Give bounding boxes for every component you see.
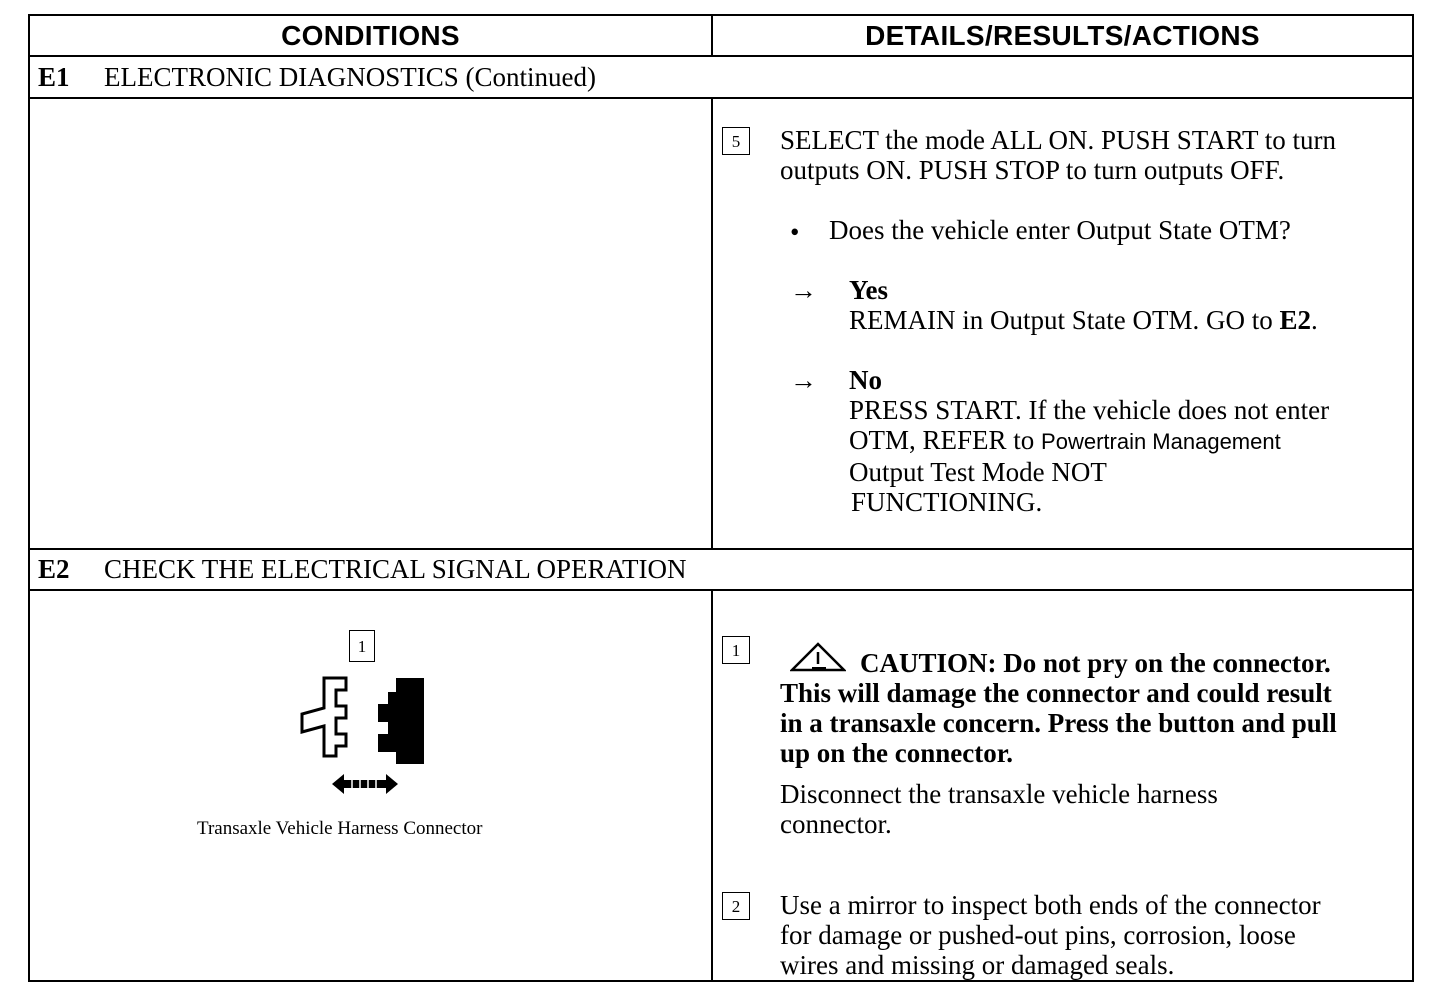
- no-line-2a: OTM, REFER to: [849, 425, 1042, 455]
- figure-step-1-box: 1: [349, 630, 375, 662]
- step-2-line-3: wires and missing or damaged seals.: [780, 950, 1175, 980]
- yes-arrow-icon: →: [790, 275, 817, 305]
- figure-caption: Transaxle Vehicle Harness Connector: [197, 818, 483, 839]
- step-5-line-1: SELECT the mode ALL ON. PUSH START to turn: [780, 125, 1336, 155]
- step-2-line-2: for damage or pushed-out pins, corrosion, loose: [780, 920, 1296, 950]
- no-label: No: [849, 365, 882, 395]
- e2-title-divider: [30, 589, 1412, 591]
- caution-line-1: CAUTION: Do not pry on the connector.: [860, 648, 1331, 678]
- yes-text: [849, 305, 1318, 335]
- yes-label: Yes: [849, 275, 888, 305]
- e2-code: E2: [38, 554, 70, 584]
- e2-top-divider: [30, 548, 1412, 550]
- e1-section-title: [38, 62, 596, 93]
- step-5-question: Does the vehicle enter Output State OTM?: [829, 215, 1291, 245]
- no-line-4: FUNCTIONING.: [851, 487, 1043, 517]
- caution-line-3: in a transaxle concern. Press the button and pull: [780, 708, 1337, 738]
- connector-half-solid: [378, 678, 424, 764]
- step-2-instructions: [780, 890, 1321, 980]
- step-5-instructions: [780, 125, 1336, 185]
- step-1-box: 1: [722, 636, 750, 664]
- yes-text-c: .: [1311, 305, 1318, 335]
- yes-block: [849, 275, 1318, 335]
- no-line-1: PRESS START. If the vehicle does not enter: [849, 395, 1330, 425]
- caution-text: [780, 648, 1337, 768]
- e2-section-title: [38, 554, 686, 585]
- diagnostic-table: [28, 14, 1414, 982]
- no-block: [849, 365, 1329, 517]
- connector-disconnect-icon: [296, 672, 436, 802]
- step-1-instructions: [780, 779, 1218, 839]
- double-arrow: [332, 774, 398, 794]
- column-divider-e1: [711, 97, 713, 550]
- step-2-box: 2: [722, 892, 750, 920]
- no-arrow-icon: →: [790, 365, 817, 395]
- caution-line-4: up on the connector.: [780, 738, 1014, 768]
- no-line-3: Output Test Mode NOT: [849, 457, 1107, 487]
- connector-half-outline: [302, 678, 346, 756]
- step-2-line-1: Use a mirror to inspect both ends of the connector: [780, 890, 1321, 920]
- e2-reference: E2: [1279, 305, 1311, 335]
- e2-title: CHECK THE ELECTRICAL SIGNAL OPERATION: [104, 554, 687, 584]
- step-5-line-2: outputs ON. PUSH STOP to turn outputs OFF.: [780, 155, 1285, 185]
- step-5-box: 5: [722, 127, 750, 155]
- conditions-header: CONDITIONS: [281, 20, 460, 51]
- e1-title: ELECTRONIC DIAGNOSTICS (Continued): [104, 62, 596, 92]
- column-divider-e2: [711, 589, 713, 980]
- details-header: DETAILS/RESULTS/ACTIONS: [865, 20, 1260, 51]
- caution-line-2: This will damage the connector and could result: [780, 678, 1332, 708]
- no-line-2: [849, 425, 1329, 457]
- step-1-line-2: connector.: [780, 809, 892, 839]
- step-1-line-1: Disconnect the transaxle vehicle harness: [780, 779, 1218, 809]
- e1-title-divider: [30, 97, 1412, 99]
- powertrain-reference: Powertrain Management: [1041, 429, 1281, 454]
- yes-text-a: REMAIN in Output State OTM. GO to: [849, 305, 1280, 335]
- e1-code: E1: [38, 62, 70, 92]
- step-5-bullet: •: [790, 217, 800, 247]
